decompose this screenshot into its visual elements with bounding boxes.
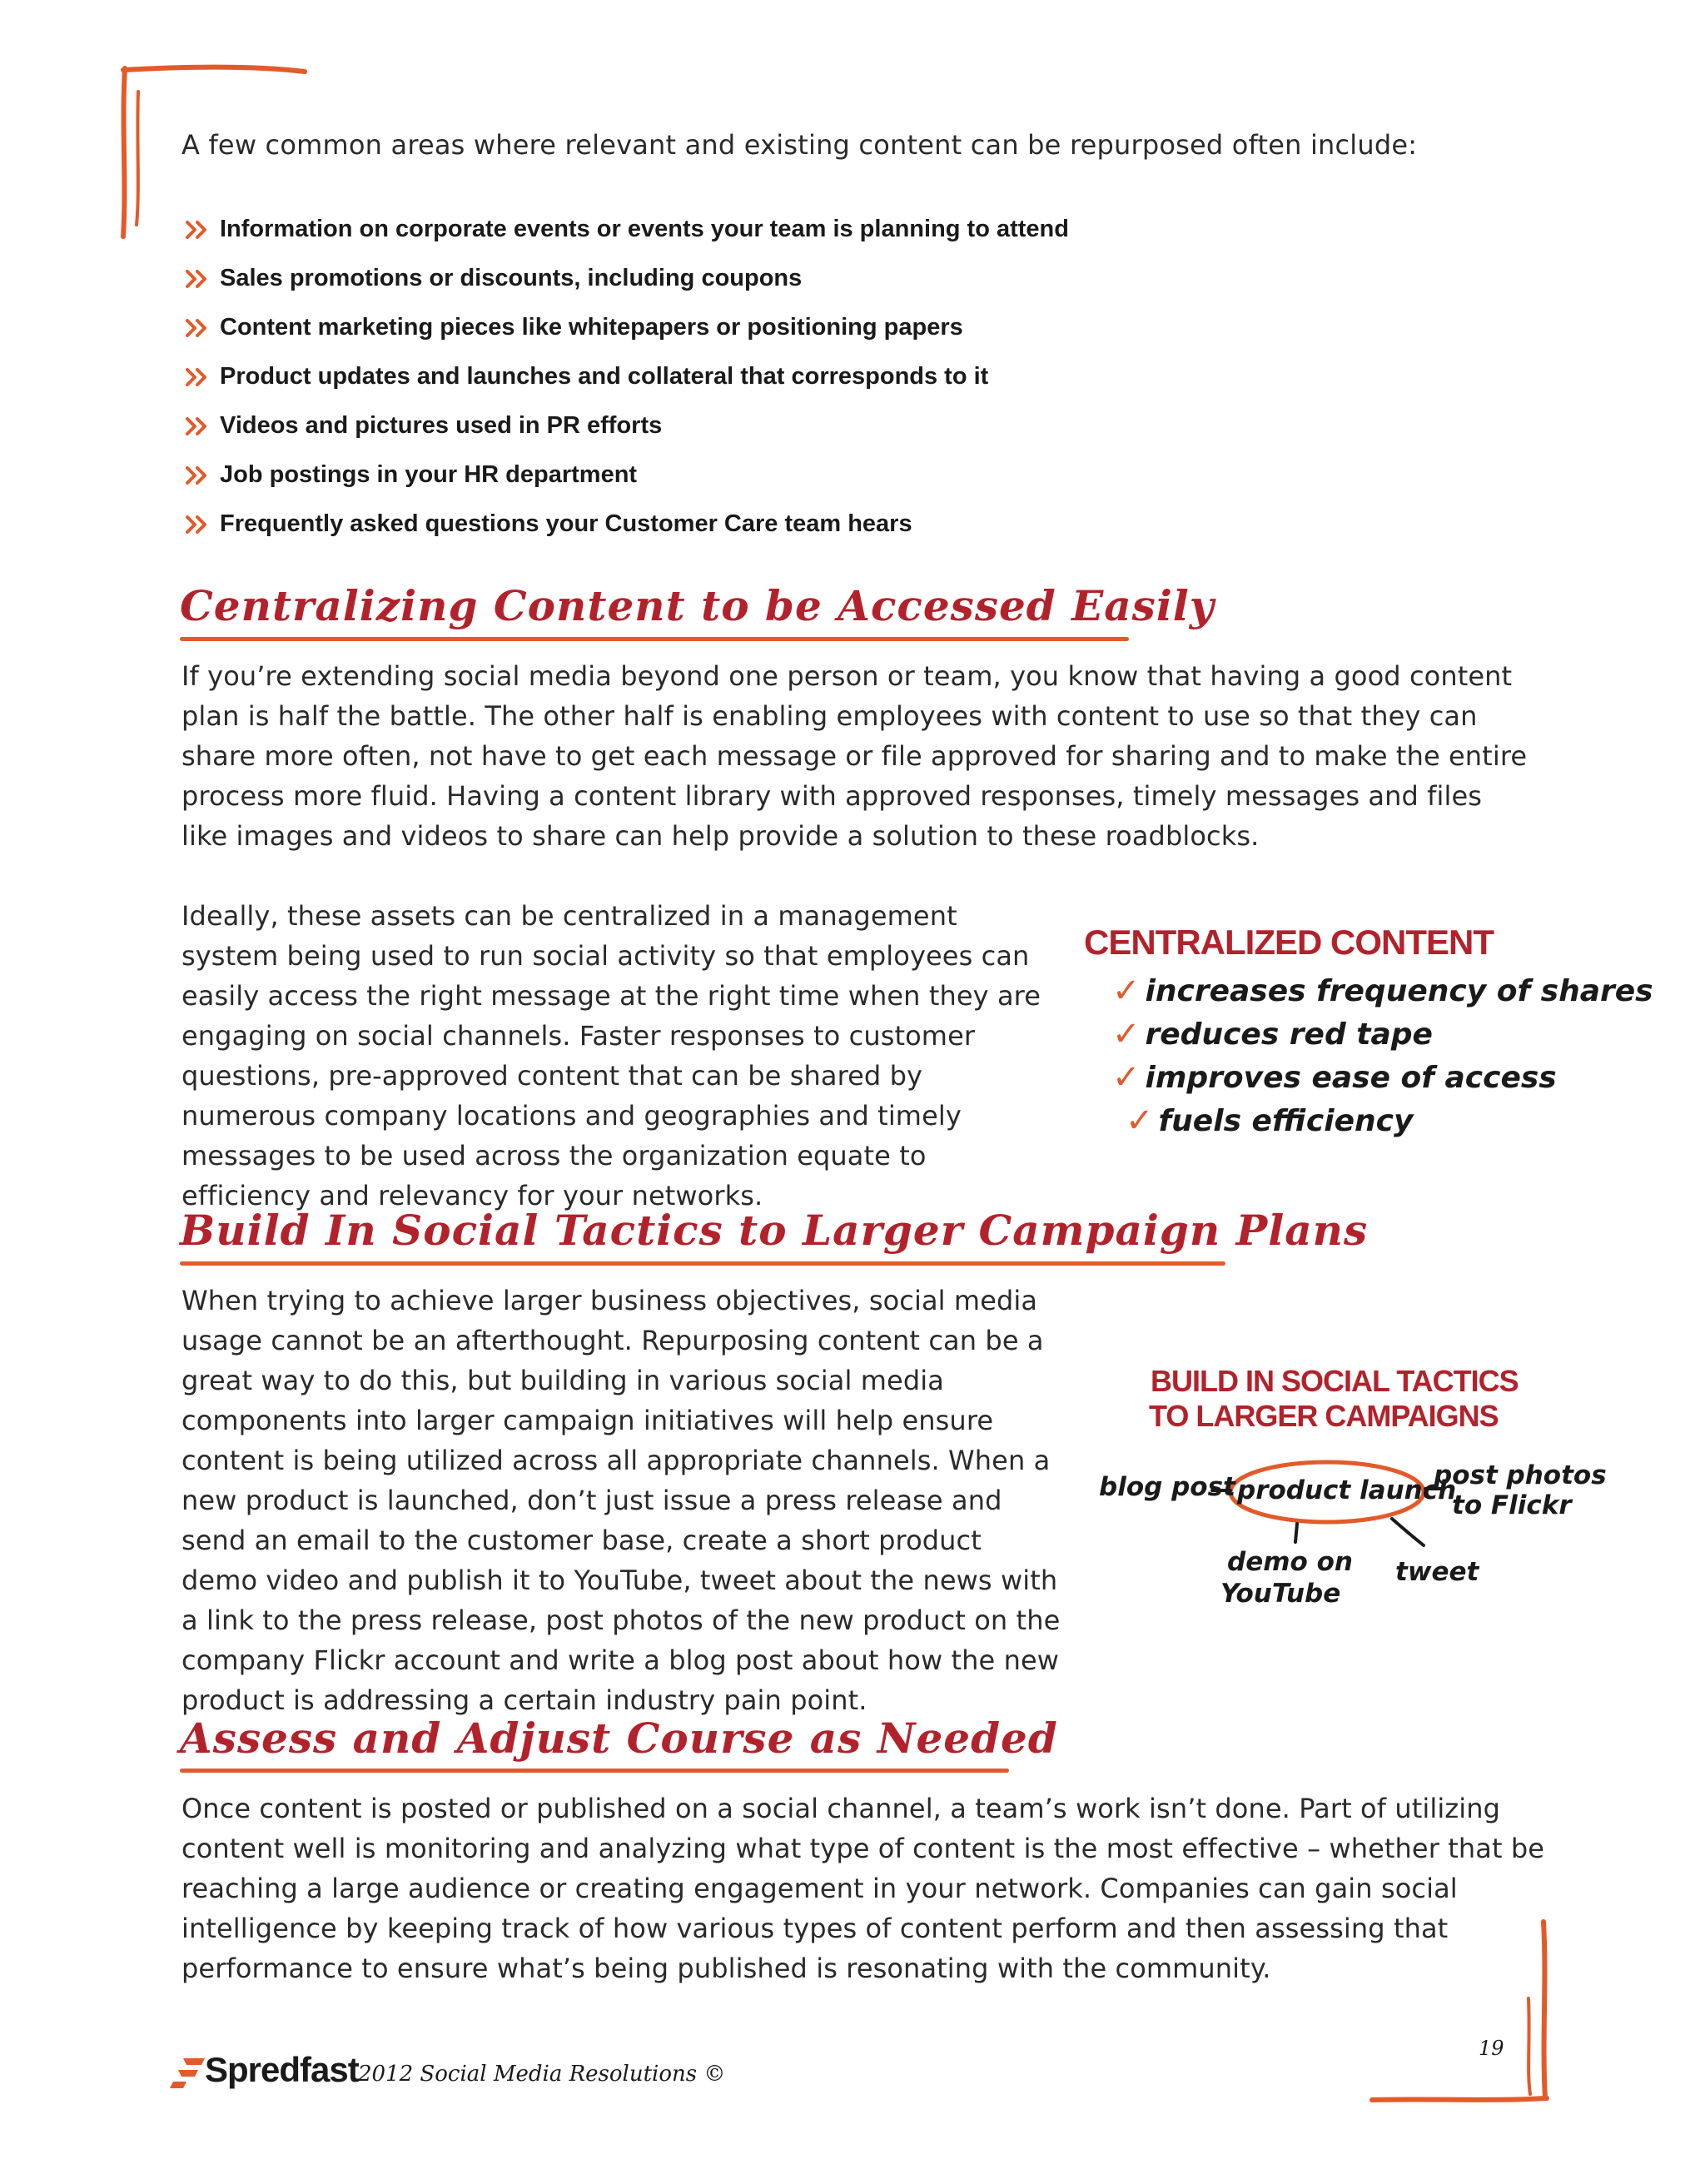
checklist-item <box>1112 1099 1653 1142</box>
checklist-text: improves ease of access <box>1145 1060 1557 1095</box>
double-chevron-icon <box>185 514 211 535</box>
diagram-post-photos-line1: post photos <box>1434 1460 1607 1490</box>
diagram-post-photos-line2: to Flickr <box>1452 1490 1572 1520</box>
paragraph-centralizing-1: If you’re extending social media beyond one person or team, you know that having a good content plan is half the battle. The other half is enabling employees with content to use so that they can share more often, not have to get each message or file approved for sharing and to make the entire process more fluid. Having a content library with approved responses, timely messages and files like images and videos to share can help provide a solution to these roadblocks. <box>181 660 1528 852</box>
section-heading-build: Build In Social Tactics to Larger Campaign Plans <box>180 1206 1369 1255</box>
list-item <box>185 450 1069 500</box>
section-heading-assess: Assess and Adjust Course as Needed <box>180 1714 1058 1763</box>
check-icon: ✓ <box>1112 972 1141 1010</box>
checklist-text: fuels efficiency <box>1158 1103 1414 1138</box>
check-icon: ✓ <box>1112 1015 1141 1053</box>
diagram-tweet: tweet <box>1395 1557 1479 1587</box>
double-chevron-icon <box>185 465 211 486</box>
diagram-demo-line2: YouTube <box>1220 1579 1341 1609</box>
list-item <box>185 303 1069 352</box>
section-heading-centralizing: Centralizing Content to be Accessed Easily <box>180 581 1215 630</box>
intro-text: A few common areas where relevant and existing content can be repurposed often include: <box>181 129 1418 161</box>
note-title-centralized: CENTRALIZED CONTENT <box>1084 923 1494 962</box>
list-item <box>185 352 1069 401</box>
checklist-text: increases frequency of shares <box>1145 973 1653 1008</box>
double-chevron-icon <box>185 415 211 437</box>
heading-underline <box>180 1261 1225 1266</box>
bullet-text: Information on corporate events or events your team is planning to attend <box>220 216 1069 242</box>
heading-underline <box>180 1769 1009 1773</box>
paragraph-centralizing-2: Ideally, these assets can be centralized in a management system being used to run social activity so that employees can easily access the right message at the right time when they are engaging on social channels. Faster responses to customer questions, pre-approved content that can be shared by numerous company locations and geographies and timely messages to be used across the organization equate to efficiency and relevancy for your networks. <box>181 900 1041 1211</box>
spredfast-logo-icon <box>168 2055 206 2090</box>
double-chevron-icon <box>185 268 211 290</box>
bullet-text: Job postings in your HR department <box>220 461 638 488</box>
check-icon: ✓ <box>1112 1058 1141 1097</box>
bullet-text: Sales promotions or discounts, including coupons <box>220 265 803 291</box>
bullet-text: Frequently asked questions your Customer Care team hears <box>220 510 912 537</box>
double-chevron-icon <box>185 366 211 388</box>
bullet-text: Videos and pictures used in PR efforts <box>220 412 663 439</box>
heading-underline <box>180 637 1129 641</box>
checklist-item <box>1112 969 1653 1012</box>
checklist-item <box>1112 1012 1653 1056</box>
note-checklist <box>1112 969 1653 1142</box>
note-title-build-line1: BUILD IN SOCIAL TACTICS <box>1151 1364 1519 1398</box>
checklist-text: reduces red tape <box>1145 1017 1433 1052</box>
bullet-text: Product updates and launches and collateral that corresponds to it <box>220 363 989 390</box>
paragraph-build: When trying to achieve larger business objectives, social media usage cannot be an afterthought. Repurposing content can be a great way to do this, but building in various social media components into larger campaign initiatives will help ensure content is being utilized across all appropriate channels. When a new product is launched, don’t just issue a press release and send an email to the customer base, create a short product demo video and publish it to YouTube, tweet about the news with a link to the press release, post photos of the new product on the company Flickr account and write a blog post about how the new product is addressing a certain industry pain point. <box>181 1285 1061 1716</box>
diagram-blog-post: blog post <box>1099 1472 1235 1502</box>
page-number: 19 <box>1479 2037 1504 2060</box>
list-item <box>185 205 1069 254</box>
note-title-build-line2: TO LARGER CAMPAIGNS <box>1149 1399 1499 1433</box>
brand-name: Spredfast <box>205 2050 359 2089</box>
checklist-item <box>1112 1056 1653 1099</box>
list-item <box>185 401 1069 450</box>
paragraph-assess: Once content is posted or published on a social channel, a team’s work isn’t done. Part of utilizing content well is monitoring and analyzing what type of content is the most effective – whether that be reaching a large audience or creating engagement in your network. Companies can gain social intelligence by keeping track of how various types of content perform and then assessing that performance to ensure what’s being published is resonating with the community. <box>181 1793 1545 1984</box>
list-item <box>185 254 1069 303</box>
double-chevron-icon <box>185 219 211 241</box>
footer-note: 2012 Social Media Resolutions © <box>358 2062 726 2087</box>
diagram-center-label: product launch <box>1237 1475 1457 1505</box>
check-icon: ✓ <box>1126 1102 1154 1140</box>
double-chevron-icon <box>185 317 211 339</box>
bullet-text: Content marketing pieces like whitepapers or positioning papers <box>220 314 963 341</box>
diagram-demo-line1: demo on <box>1227 1547 1353 1577</box>
bullet-list <box>185 205 1069 549</box>
list-item <box>185 500 1069 549</box>
